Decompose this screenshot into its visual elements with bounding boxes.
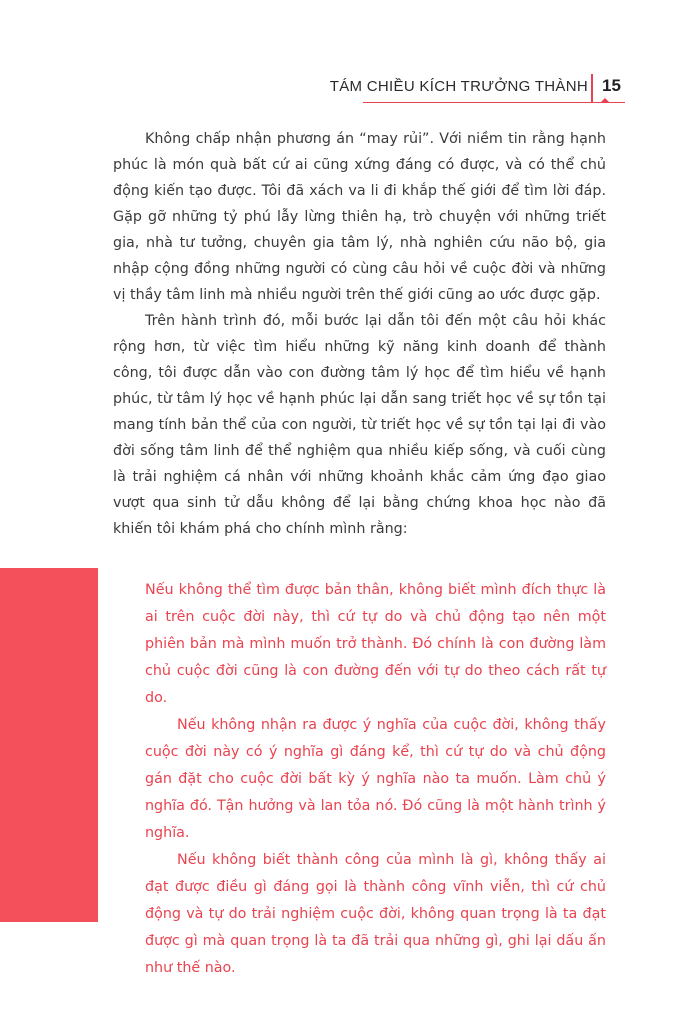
- header-rule: [363, 102, 625, 103]
- header-divider: [591, 74, 593, 102]
- body-paragraph: Không chấp nhận phương án “may rủi”. Với niềm tin rằng hạnh phúc là món quà bất cứ ai cũng xứng đáng có được, và có thể chủ động kiến tạo được. Tôi đã xách va li đi khắp thế giới để tìm lời đáp. Gặp gỡ những tỷ phú lẫy lừng thiên hạ, trò chuyện với những triết gia, nhà tư tưởng, chuyên gia tâm lý, nhà nghiên cứu não bộ, gia nhập cộng đồng những người có cùng câu hỏi về cuộc đời và những vị thầy tâm linh mà nhiều người trên thế giới cũng ao ước được gặp.: [113, 131, 606, 303]
- highlighted-quote: [145, 577, 606, 982]
- header-pointer-marker: [600, 98, 610, 103]
- body-text: [113, 126, 606, 542]
- quote-paragraph: Nếu không nhận ra được ý nghĩa của cuộc đời, không thấy cuộc đời này có ý nghĩa gì đáng kể, thì cứ tự do và chủ động gán đặt cho cuộc đời bất kỳ ý nghĩa nào ta muốn. Làm chủ ý nghĩa đó. Tận hưởng và lan tỏa nó. Đó cũng là một hành trình ý nghĩa.: [145, 717, 606, 841]
- quote-paragraph: Nếu không biết thành công của mình là gì, không thấy ai đạt được điều gì đáng gọi là thành công vĩnh viễn, thì cứ chủ động và tự do trải nghiệm cuộc đời, không quan trọng là ta đạt được gì mà quan trọng là ta đã trải qua những gì, ghi lại dấu ấn như thế nào.: [145, 852, 606, 976]
- accent-side-bar: [0, 568, 98, 922]
- chapter-title: TÁM CHIỀU KÍCH TRƯỞNG THÀNH: [329, 78, 588, 95]
- page-number: 15: [602, 76, 621, 95]
- body-paragraph: Trên hành trình đó, mỗi bước lại dẫn tôi đến một câu hỏi khác rộng hơn, từ việc tìm hiểu những kỹ năng kinh doanh để thành công, tôi được dẫn vào con đường tâm lý học để tìm hiểu về hạnh phúc, từ tâm lý học về hạnh phúc lại dẫn sang triết học về sự tồn tại mang tính bản thể của con người, từ triết học về sự tồn tại lại đi vào đời sống tâm linh để thể nghiệm qua nhiều kiếp sống, và cuối cùng là trải nghiệm cá nhân với những khoảnh khắc cảm ứng đạo giao vượt qua sinh tử dẫu không để lại bằng chứng khoa học nào đã khiến tôi khám phá cho chính mình rằng:: [113, 313, 606, 537]
- quote-paragraph: Nếu không thể tìm được bản thân, không biết mình đích thực là ai trên cuộc đời này, thì cứ tự do và chủ động tạo nên một phiên bản mà mình muốn trở thành. Đó chính là con đường làm chủ cuộc đời cũng là con đường đến với tự do theo cách rất tự do.: [145, 582, 606, 706]
